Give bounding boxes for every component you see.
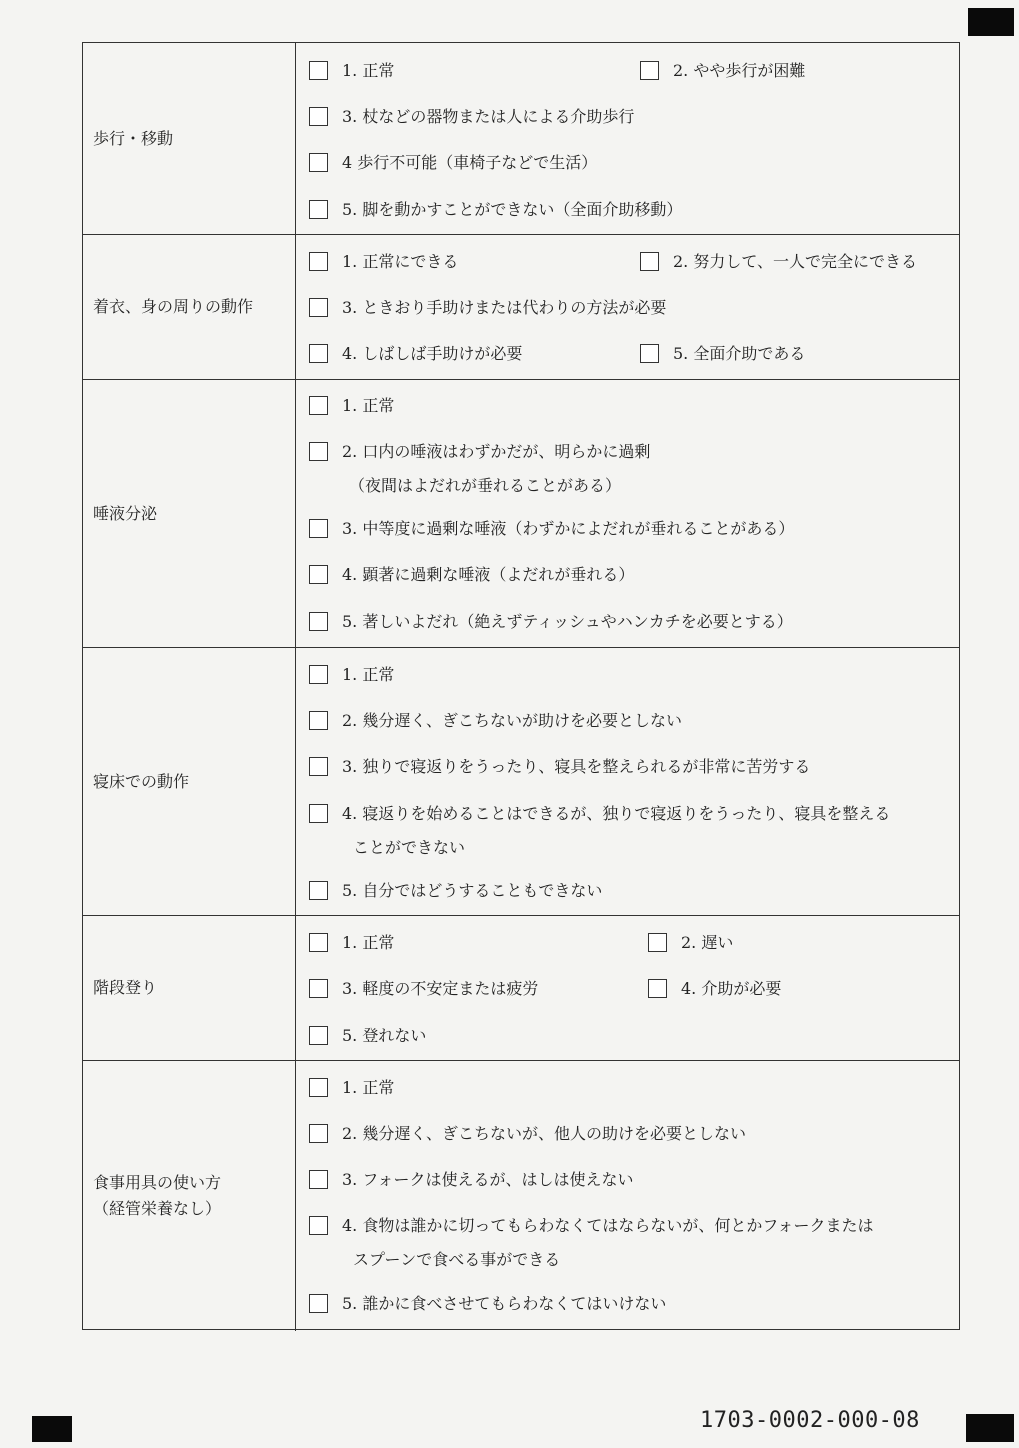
section-label-cell [83, 43, 296, 234]
registration-mark-bottom-right [966, 1414, 1014, 1442]
checkbox[interactable] [309, 153, 328, 172]
option-label-continued: （夜間はよだれが垂れることがある） [349, 476, 622, 495]
checkbox[interactable] [640, 344, 659, 363]
checkbox[interactable] [309, 298, 328, 317]
option-label: 2. 幾分遅く、ぎこちないが、他人の助けを必要としない [342, 1124, 747, 1143]
checkbox[interactable] [309, 565, 328, 584]
checkbox[interactable] [309, 252, 328, 271]
checkbox[interactable] [309, 107, 328, 126]
option-label-continued: ことができない [353, 838, 466, 857]
checkbox[interactable] [309, 396, 328, 415]
option-label: 4. 介助が必要 [681, 979, 782, 998]
section-label-cell [83, 916, 296, 1060]
section-label-cell [83, 648, 296, 915]
option-label: 3. ときおり手助けまたは代わりの方法が必要 [342, 298, 667, 317]
option-label: 1. 正常 [342, 61, 395, 80]
option-label: 1. 正常 [342, 933, 395, 952]
option-label: 1. 正常にできる [342, 252, 459, 271]
checkbox[interactable] [309, 442, 328, 461]
section-salivation [83, 380, 959, 648]
checkbox[interactable] [309, 1078, 328, 1097]
checkbox[interactable] [309, 519, 328, 538]
option-label: 4. 食物は誰かに切ってもらわなくてはならないが、何とかフォークまたは [342, 1216, 874, 1235]
form-code: 1703-0002-000-08 [700, 1408, 920, 1433]
option-label: 3. 杖などの器物または人による介助歩行 [342, 107, 635, 126]
option-label: 3. 中等度に過剰な唾液（わずかによだれが垂れることがある） [342, 519, 795, 538]
section-label: 着衣、身の周りの動作 [93, 297, 254, 316]
option-label: 5. 自分ではどうすることもできない [342, 881, 603, 900]
checkbox[interactable] [640, 61, 659, 80]
checkbox[interactable] [309, 61, 328, 80]
option-label: 2. 努力して、一人で完全にできる [673, 252, 918, 271]
checkbox[interactable] [309, 1216, 328, 1235]
checkbox[interactable] [309, 344, 328, 363]
option-label-continued: スプーンで食べる事ができる [353, 1250, 561, 1269]
section-walking [83, 43, 959, 235]
option-label: 2. 遅い [681, 933, 734, 952]
option-label: 5. 全面介助である [673, 344, 806, 363]
registration-mark-top-right [968, 8, 1014, 36]
checkbox[interactable] [309, 933, 328, 952]
section-label-cell [83, 235, 296, 379]
checkbox[interactable] [309, 1294, 328, 1313]
checkbox[interactable] [648, 933, 667, 952]
checkbox[interactable] [309, 711, 328, 730]
checkbox[interactable] [309, 757, 328, 776]
registration-mark-bottom-left [32, 1416, 72, 1442]
section-label: 食事用具の使い方 （経管栄養なし） [93, 1173, 222, 1218]
option-label: 3. フォークは使えるが、はしは使えない [342, 1170, 634, 1189]
section-dressing [83, 235, 959, 380]
checkbox[interactable] [309, 1026, 328, 1045]
option-label: 2. やや歩行が困難 [673, 61, 806, 80]
evaluation-form-table [82, 42, 960, 1330]
checkbox[interactable] [309, 1124, 328, 1143]
option-label: 1. 正常 [342, 1078, 395, 1097]
checkbox[interactable] [648, 979, 667, 998]
option-label: 4. 顕著に過剰な唾液（よだれが垂れる） [342, 565, 635, 584]
checkbox[interactable] [309, 881, 328, 900]
checkbox[interactable] [309, 979, 328, 998]
checkbox[interactable] [309, 804, 328, 823]
section-label: 寝床での動作 [93, 771, 190, 791]
option-label: 5. 脚を動かすことができない（全面介助移動） [342, 200, 683, 219]
section-bed-movement [83, 648, 959, 916]
section-label: 唾液分泌 [93, 503, 158, 523]
section-label: 歩行・移動 [93, 128, 174, 148]
section-label-cell [83, 380, 296, 647]
option-label: 2. 口内の唾液はわずかだが、明らかに過剰 [342, 442, 651, 461]
checkbox[interactable] [309, 665, 328, 684]
option-label: 5. 著しいよだれ（絶えずティッシュやハンカチを必要とする） [342, 612, 793, 631]
option-label: 3. 軽度の不安定または疲労 [342, 979, 539, 998]
option-label: 2. 幾分遅く、ぎこちないが助けを必要としない [342, 711, 683, 730]
option-label: 3. 独りで寝返りをうったり、寝具を整えられるが非常に苦労する [342, 757, 811, 776]
option-label: 5. 登れない [342, 1026, 427, 1045]
section-stair-climbing [83, 916, 959, 1061]
section-utensil-use [83, 1061, 959, 1331]
checkbox[interactable] [309, 200, 328, 219]
option-label: 4. 寝返りを始めることはできるが、独りで寝返りをうったり、寝具を整える [342, 804, 891, 823]
section-label: 階段登り [93, 978, 158, 997]
option-label: 1. 正常 [342, 665, 395, 684]
option-label: 4 歩行不可能（車椅子などで生活） [342, 153, 598, 172]
option-label: 4. しばしば手助けが必要 [342, 344, 523, 363]
checkbox[interactable] [640, 252, 659, 271]
option-label: 1. 正常 [342, 396, 395, 415]
checkbox[interactable] [309, 1170, 328, 1189]
option-label: 5. 誰かに食べさせてもらわなくてはいけない [342, 1294, 667, 1313]
checkbox[interactable] [309, 612, 328, 631]
section-label-cell [83, 1061, 296, 1331]
